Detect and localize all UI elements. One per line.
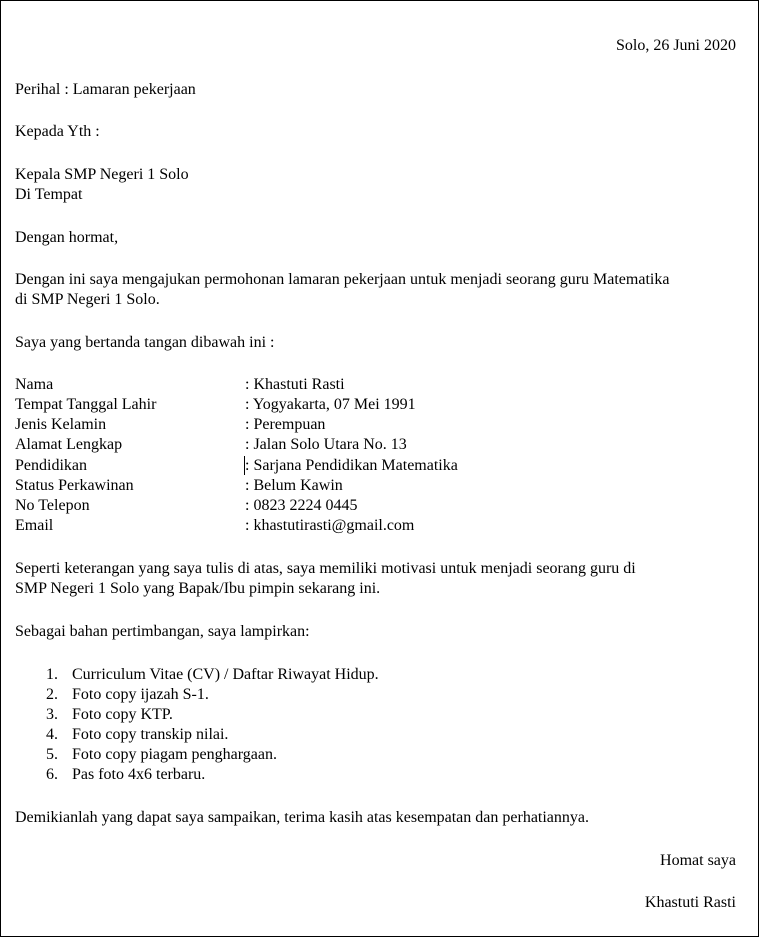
list-number: 5. [46,746,58,763]
motivation-line: SMP Negeri 1 Solo yang Bapak/Ibu pimpin sekarang ini. [15,580,381,597]
detail-label: No Telepon [15,497,90,514]
attachments-intro: Sebagai bahan pertimbangan, saya lampirkan: [15,623,310,640]
greeting: Dengan hormat, [15,229,119,246]
detail-value: : Jalan Solo Utara No. 13 [245,436,407,453]
list-number: 2. [46,686,58,703]
detail-value: : 0823 2224 0445 [245,497,358,514]
undersigned-text: Saya yang bertanda tangan dibawah ini : [15,334,275,351]
detail-value: : khastutirasti@gmail.com [245,517,415,534]
motivation-line: Seperti keterangan yang saya tulis di atas, saya memiliki motivasi untuk menjadi seorang guru di [15,560,636,577]
recipient-line: Kepala SMP Negeri 1 Solo [15,166,189,183]
detail-label: Tempat Tanggal Lahir [15,396,157,413]
detail-value: : Sarjana Pendidikan Matematika [245,457,458,474]
detail-label: Alamat Lengkap [15,436,123,453]
list-item: Foto copy piagam penghargaan. [72,746,277,763]
regards-text: Homat saya [660,852,736,869]
detail-label: Status Perkawinan [15,477,134,494]
intro-line: di SMP Negeri 1 Solo. [15,291,160,308]
list-item: Foto copy KTP. [72,706,173,723]
letter-subject: Perihal : Lamaran pekerjaan [15,81,196,98]
detail-value: : Khastuti Rasti [245,376,345,393]
closing-text: Demikianlah yang dapat saya sampaikan, terima kasih atas kesempatan dan perhatiannya. [15,809,590,826]
list-number: 1. [46,666,58,683]
detail-label: Jenis Kelamin [15,416,107,433]
list-number: 3. [46,706,58,723]
list-item: Curriculum Vitae (CV) / Daftar Riwayat Hidup. [72,666,379,683]
list-item: Foto copy ijazah S-1. [72,686,209,703]
list-number: 4. [46,726,58,743]
signature-name: Khastuti Rasti [644,894,736,911]
intro-line: Dengan ini saya mengajukan permohonan lamaran pekerjaan untuk menjadi seorang guru Matematika [15,271,670,288]
recipient-line: Di Tempat [15,186,83,203]
list-item: Foto copy transkip nilai. [72,726,229,743]
recipient-label: Kepada Yth : [15,123,100,140]
letter-date: Solo, 26 Juni 2020 [615,37,736,54]
list-item: Pas foto 4x6 terbaru. [72,766,206,783]
detail-label: Nama [15,376,54,393]
list-number: 6. [46,766,58,783]
detail-value: : Perempuan [245,416,326,433]
detail-label: Email [15,517,54,534]
detail-value: : Yogyakarta, 07 Mei 1991 [245,396,416,413]
detail-value: : Belum Kawin [245,477,343,494]
detail-label: Pendidikan [15,457,87,474]
